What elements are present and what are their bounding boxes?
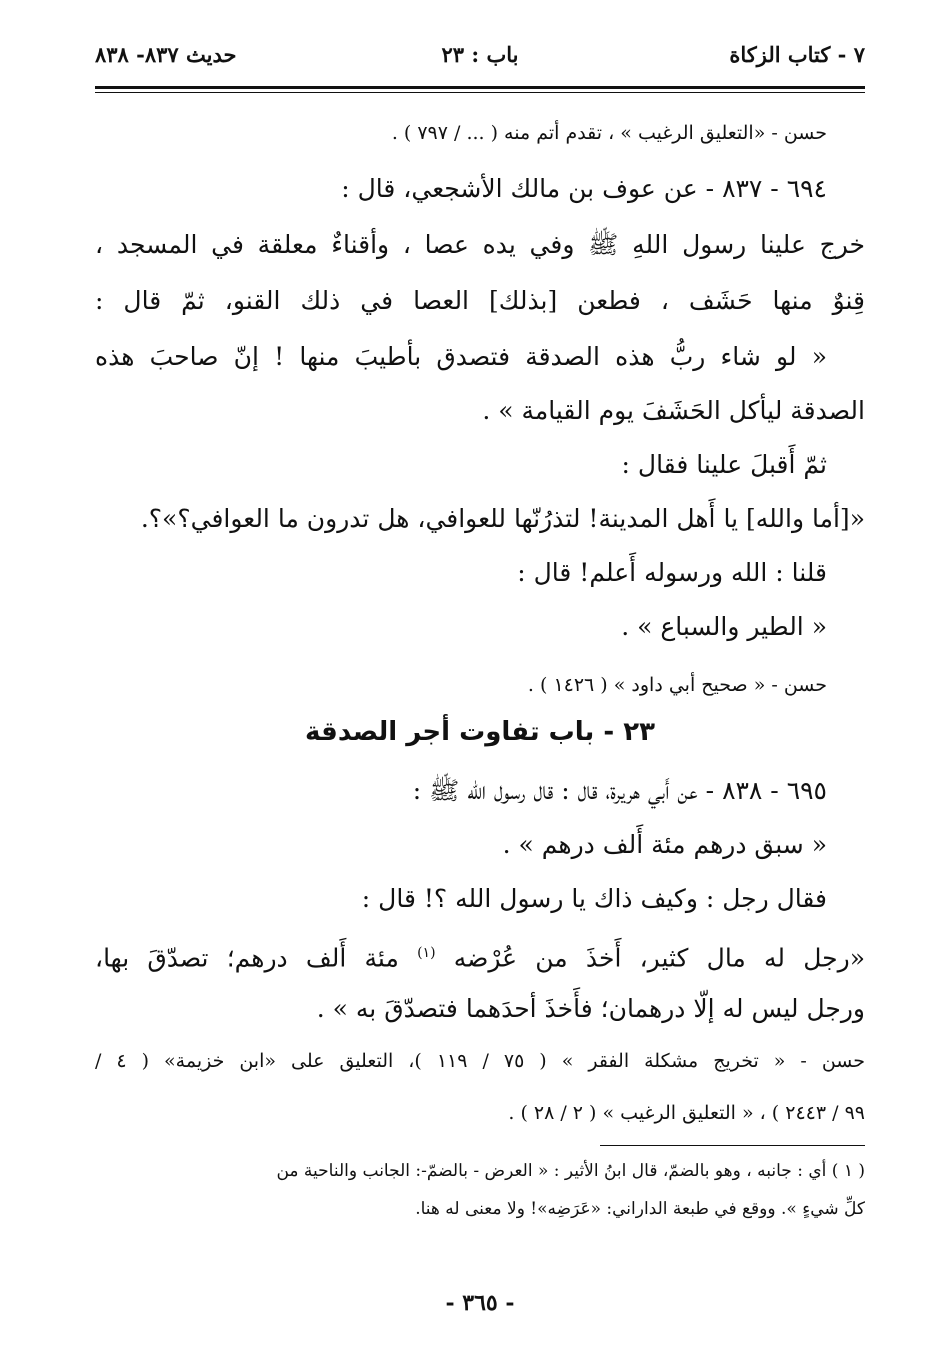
running-header [95, 38, 865, 78]
hadith-695-quote-line: ورجل ليس له إلّا درهمان؛ فأَخذَ أحدَهما فتصدّقَ به » . [316, 994, 865, 1023]
header-chapter: باب : ٢٣ [441, 42, 519, 67]
footnote-rule [600, 1145, 865, 1146]
header-rule-thick [95, 86, 865, 89]
hadith-694-text-line: قلنا : الله ورسوله أَعلم! قال : [517, 558, 827, 587]
hadith-695-quote-line [95, 936, 865, 975]
header-book-title: ٧ - كتاب الزكاة [729, 42, 865, 67]
grading-line: حسن - « صحيح أبي داود » ( ١٤٢٦ ) . [527, 674, 827, 696]
hadith-694-quote-line: « الطير والسباع » . [621, 612, 827, 641]
grading-line: ٩٩ / ٢٤٤٣ ) ، « التعليق الرغيب » ( ٢ / ٢٨ ) . [508, 1102, 865, 1124]
hadith-695-quote-line: « سبق درهم مئة أَلف درهم » . [502, 830, 827, 859]
quote-segment: مئة أَلف درهم؛ تصدّقَ بها، [95, 943, 399, 973]
page-number: - ٣٦٥ - [445, 1290, 515, 1316]
hadith-695-text-line: فقال رجل : وكيف ذاك يا رسول الله ؟! قال : [361, 884, 827, 913]
header-hadith-range: حديث ٨٣٧- ٨٣٨ [95, 42, 237, 67]
grading-line: حسن - «التعليق الرغيب » ، تقدم أتم منه ( ... / ٧٩٧ ) . [391, 122, 827, 144]
hadith-695-intro: ٦٩٥ - ٨٣٨ - عن أَبي هريرة، قال : قال رسول الله ﷺ : [412, 776, 827, 805]
hadith-694-intro: ٦٩٤ - ٨٣٧ - عن عوف بن مالك الأشجعي، قال : [341, 174, 827, 203]
hadith-694-quote-line: الصدقة ليأكل الحَشَفَ يوم القيامة » . [482, 396, 865, 425]
hadith-694-quote-line: « لو شاء ربُّ هذه الصدقة فتصدق بأطيبَ منها ! إنّ صاحبَ هذه [95, 342, 827, 371]
quote-segment: «رجل له مال كثير، أَخذَ من عُرْضه [453, 943, 865, 973]
book-page [95, 0, 865, 1369]
hadith-694-text-line: خرج علينا رسول اللهِ ﷺ وفي يده عصا ، وأقناءٌ معلقة في المسجد ، [95, 230, 865, 259]
hadith-694-text-line: ثمّ أَقبلَ علينا فقال : [621, 450, 827, 479]
footnote-line: ( ١ ) أي : جانبه ، وهو بالضمّ، قال ابنُ الأثير : « العرض - بالضمّ-: الجانب والناحية من [276, 1161, 865, 1181]
footnote-line: كلِّ شيءٍ ». ووقع في طبعة الداراني: «عَرَضِه»! ولا معنى له هنا. [415, 1199, 865, 1219]
chapter-heading: ٢٣ - باب تفاوت أجر الصدقة [305, 717, 655, 747]
hadith-694-quote-line: «[أما والله] يا أَهل المدينة! لتذرُنّها للعوافي، هل تدرون ما العوافي؟»؟. [140, 504, 865, 533]
footnote-marker: (١) [417, 945, 436, 961]
hadith-694-text-line: قِنوٌ منها حَشَف ، فطعن [بذلك] العصا في ذلك القنو، ثمّ قال : [95, 286, 865, 315]
grading-line: حسن - « تخريج مشكلة الفقر » ( ٧٥ / ١١٩ )، التعليق على «ابن خزيمة» ( ٤ / [95, 1050, 865, 1072]
header-rule-thin [95, 92, 865, 93]
